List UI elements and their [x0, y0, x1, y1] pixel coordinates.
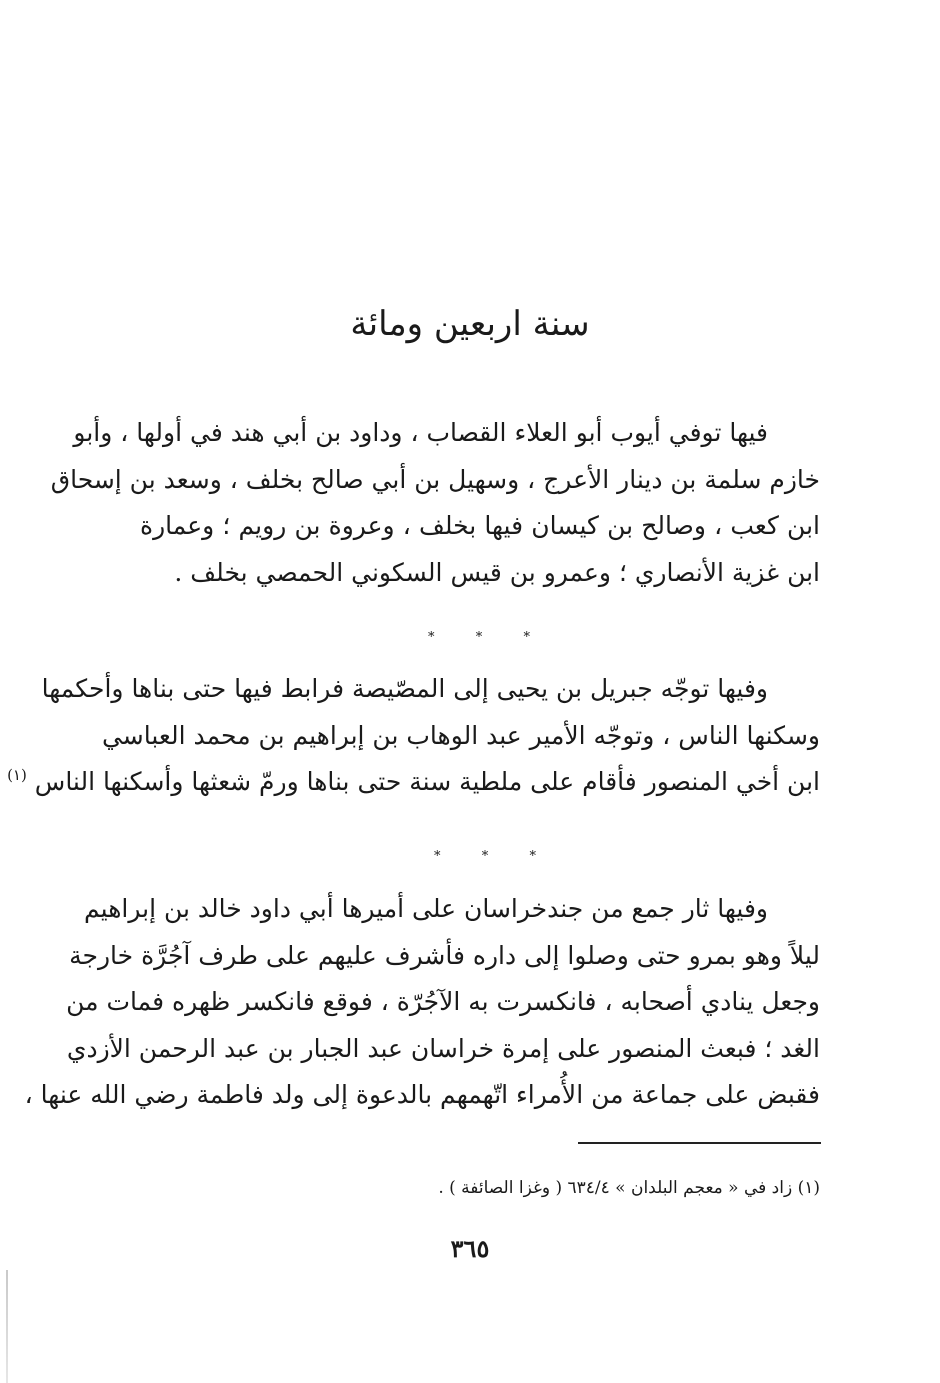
separator-star: *: [434, 849, 441, 864]
paragraph-line: وسكنها الناس ، وتوجّه الأمير عبد الوهاب بن إبراهيم بن محمد العباسي: [101, 720, 820, 750]
paragraph-line: وفيها توجّه جبريل بن يحيى إلى المصّيصة فرابط فيها حتى بناها وأحكمها: [41, 674, 768, 703]
section-heading: سنة اربعين ومائة: [350, 304, 590, 344]
separator-star: *: [428, 630, 435, 645]
footnote-reference: (١): [7, 766, 27, 784]
paragraph-line: وفيها ثار جمع من جندخراسان على أميرها أبي داود خالد بن إبراهيم: [84, 894, 768, 923]
paragraph-line: وجعل ينادي أصحابه ، فانكسرت به الآجُرّة ، فوقع فانكسر ظهره فمات من: [66, 987, 820, 1016]
paragraph-fortifications: [7, 666, 820, 806]
paragraph-line: خازم سلمة بن دينار الأعرج ، وسهيل بن أبي صالح بخلف ، وسعد بن إسحاق: [50, 464, 820, 494]
separator-star: *: [481, 849, 489, 864]
paragraph-line-text: ابن أخي المنصور فأقام على ملطية سنة حتى بناها ورمّ شعثها وأسكنها الناس: [34, 767, 820, 796]
footnote: (١) زاد في « معجم البلدان » ٦٣٤/٤ ( وغزا الصائفة ) .: [438, 1178, 820, 1198]
paragraph-line: فقبض على جماعة من الأُمراء اتّهمهم بالدعوة إلى ولد فاطمة رضي الله عنها ،: [24, 1080, 820, 1109]
paragraph-line: ابن كعب ، وصالح بن كيسان فيها بخلف ، وعروة بن رويم ؛ وعمارة: [140, 511, 820, 540]
page-number: ٣٦٥: [450, 1234, 490, 1263]
paragraph-line: ابن غزية الأنصاري ؛ وعمرو بن قيس السكوني الحمصي بخلف .: [174, 557, 820, 587]
paragraph-line: فيها توفي أيوب أبو العلاء القصاب ، وداود بن أبي هند في أولها ، وأبو: [73, 418, 768, 447]
paragraph-khurasan-revolt: [24, 886, 820, 1119]
separator-star: *: [529, 849, 536, 864]
section-separator: [434, 849, 536, 865]
section-separator: [428, 630, 530, 646]
scan-edge-mark: [6, 1270, 8, 1383]
footnote-divider: [578, 1142, 821, 1144]
paragraph-line: ليلاً وهو بمرو حتى وصلوا إلى داره فأشرف عليهم على طرف آجُرَّة خارجة: [69, 940, 820, 970]
paragraph-deaths: [50, 410, 820, 596]
separator-star: *: [475, 630, 483, 645]
paragraph-line-with-ref: [7, 759, 820, 806]
paragraph-line: الغد ؛ فبعث المنصور على إمرة خراسان عبد الجبار بن عبد الرحمن الأزدي: [66, 1033, 820, 1063]
separator-star: *: [523, 630, 530, 645]
